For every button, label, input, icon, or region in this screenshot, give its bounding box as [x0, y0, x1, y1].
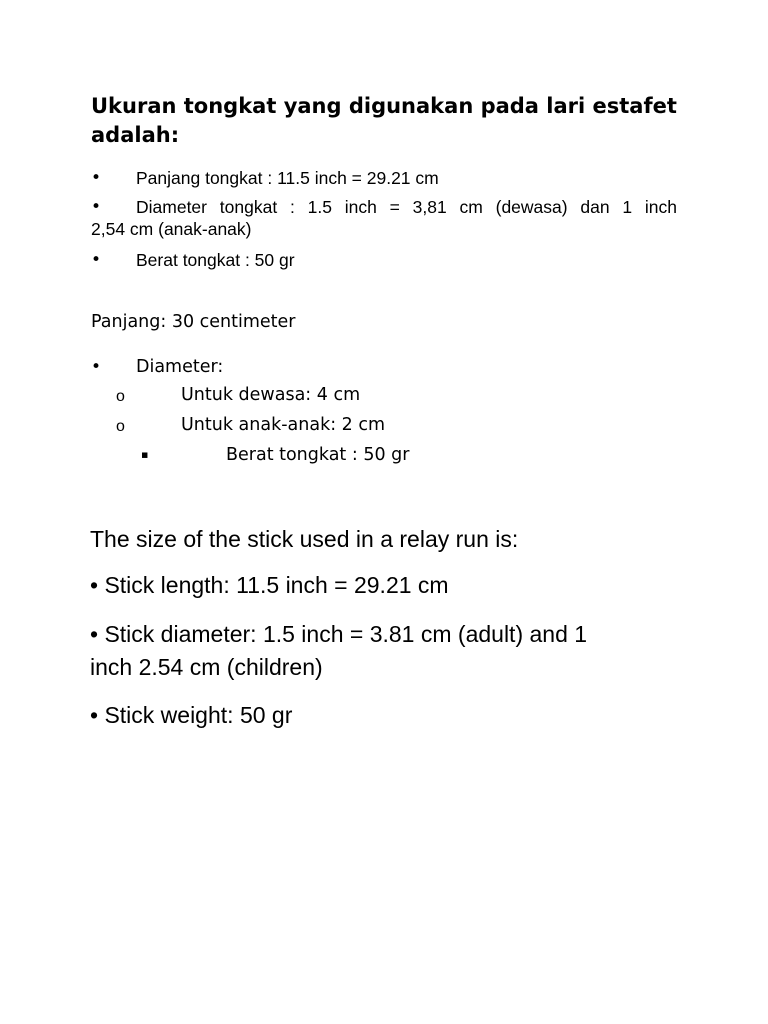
list-item-text: Panjang tongkat : 11.5 inch = 29.21 cm [136, 168, 439, 188]
bullet-icon: • [91, 357, 102, 377]
english-stick-diameter-line1: • Stick diameter: 1.5 inch = 3.81 cm (adult) and 1 [90, 621, 588, 647]
square-bullet-icon: ▪ [141, 448, 149, 461]
list-item-diameter [91, 196, 677, 240]
list-item-text: Berat tongkat : 50 gr [136, 250, 295, 270]
document-heading: Ukuran tongkat yang digunakan pada lari estafet adalah: [91, 94, 677, 147]
panjang-paragraph: Panjang: 30 centimeter [91, 312, 296, 332]
english-stick-diameter-line2: inch 2.54 cm (children) [90, 654, 323, 680]
bullet-icon: • [91, 250, 102, 270]
list-item-berat [91, 249, 677, 271]
bullet-icon: • [91, 197, 102, 217]
diameter-label: Diameter: [136, 357, 224, 377]
english-title: The size of the stick used in a relay run is: [90, 526, 519, 552]
list-item-text: Diameter tongkat : 1.5 inch = 3,81 cm (dewasa) dan 1 inch [136, 197, 677, 217]
diameter-item-anak: Untuk anak-anak: 2 cm [181, 415, 386, 435]
list-item-panjang [91, 167, 677, 189]
english-stick-length: • Stick length: 11.5 inch = 29.21 cm [90, 572, 449, 598]
english-stick-weight: • Stick weight: 50 gr [90, 702, 293, 728]
diameter-item-dewasa: Untuk dewasa: 4 cm [181, 385, 361, 405]
circle-bullet-icon: o [116, 388, 125, 405]
diameter-sub-item-berat: Berat tongkat : 50 gr [226, 445, 410, 465]
list-item-text-continued: 2,54 cm (anak-anak) [91, 219, 252, 239]
circle-bullet-icon: o [116, 418, 125, 435]
bullet-icon: • [91, 168, 102, 188]
